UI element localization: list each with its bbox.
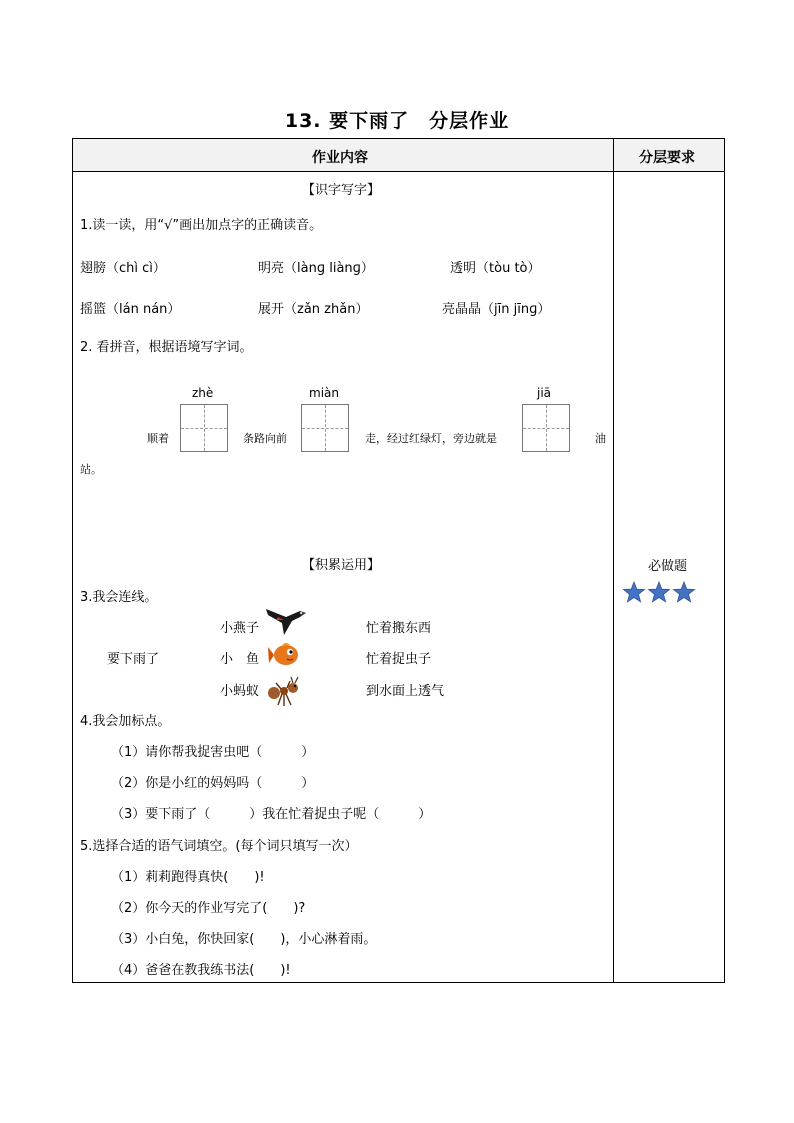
- table-column-divider: [613, 138, 614, 983]
- q5-item: （1）莉莉跑得真快( )!: [111, 870, 265, 885]
- q2-text: 油: [595, 432, 606, 445]
- writing-grid[interactable]: [522, 404, 570, 452]
- q1-item: [258, 257, 374, 276]
- q1-item: [80, 298, 180, 317]
- q1-word: 亮晶晶: [442, 302, 482, 317]
- q2-text: 条路向前: [243, 432, 287, 445]
- q1-item: [442, 298, 550, 317]
- q3-prompt: 3.我会连线。: [80, 590, 158, 605]
- q2-prompt: 2. 看拼音，根据语境写字词。: [80, 340, 253, 355]
- q3-action: 到水面上透气: [366, 684, 445, 699]
- q1-item: [450, 257, 541, 276]
- q2-text: 顺着: [147, 432, 169, 445]
- difficulty-stars: [622, 580, 696, 606]
- q2-text: 站。: [80, 463, 102, 476]
- q3-animal: 小燕子: [220, 621, 260, 636]
- section-literacy: 【识字写字】: [302, 183, 381, 198]
- q5-item: （3）小白兔，你快回家( )，小心淋着雨。: [111, 932, 377, 947]
- star-icon: [624, 582, 645, 602]
- header-requirement: 分层要求: [639, 150, 695, 166]
- q3-action: 忙着捉虫子: [366, 652, 432, 667]
- q1-options: （tòu tò）: [476, 261, 541, 276]
- q1-word: 翅膀: [80, 261, 107, 276]
- q1-word: 明亮: [258, 261, 285, 276]
- q4-item: （2）你是小红的妈妈吗（ ）: [111, 776, 315, 791]
- homework-table: [72, 138, 725, 983]
- swallow-icon: [264, 603, 308, 637]
- table-header-divider: [72, 171, 725, 172]
- star-icon: [649, 582, 670, 602]
- q1-word: 透明: [450, 261, 477, 276]
- q4-prompt: 4.我会加标点。: [80, 714, 171, 729]
- q2-pinyin: zhè: [192, 386, 214, 400]
- q1-item: [258, 298, 368, 317]
- table-border-bottom: [72, 982, 725, 983]
- q1-word: 展开: [258, 302, 285, 317]
- writing-grid[interactable]: [180, 404, 228, 452]
- q1-options: （zǎn zhǎn）: [284, 302, 369, 317]
- q4-item: （1）请你帮我捉害虫吧（ ）: [111, 745, 315, 760]
- table-border-top: [72, 138, 725, 139]
- ant-icon: [266, 675, 302, 709]
- q1-prompt: 1.读一读，用“√”画出加点字的正确读音。: [80, 218, 323, 233]
- fish-icon: [268, 641, 302, 669]
- q5-prompt: 5.选择合适的语气词填空。(每个词只填写一次）: [80, 839, 358, 854]
- q3-animal: 小蚂蚁: [220, 684, 260, 699]
- star-icon: [674, 582, 695, 602]
- q1-word: 摇篮: [80, 302, 107, 317]
- table-header-background: [73, 139, 724, 171]
- q1-options: （chì cì）: [106, 261, 166, 276]
- requirement-label: 必做题: [648, 559, 688, 574]
- q1-item: [80, 257, 166, 276]
- q3-animal: 小 鱼: [220, 652, 260, 667]
- q2-pinyin: jiā: [537, 386, 552, 400]
- q1-options: （lán nán）: [106, 302, 181, 317]
- page-title: 13. 要下雨了 分层作业: [284, 110, 510, 132]
- table-border-right: [724, 138, 725, 983]
- q2-text: 走，经过红绿灯，旁边就是: [365, 432, 497, 445]
- q1-options: （lànɡ liànɡ）: [284, 261, 374, 276]
- table-border-left: [72, 138, 73, 983]
- q5-item: （4）爸爸在教我练书法( )!: [111, 963, 291, 978]
- q2-pinyin: miàn: [309, 386, 339, 400]
- section-accumulate: 【积累运用】: [302, 558, 381, 573]
- writing-grid[interactable]: [301, 404, 349, 452]
- q3-left: 要下雨了: [107, 652, 160, 667]
- q4-item: （3）要下雨了（ ）我在忙着捉虫子呢（ ）: [111, 807, 432, 822]
- q1-options: （jīn jīnɡ）: [481, 302, 551, 317]
- q3-action: 忙着搬东西: [366, 621, 432, 636]
- header-content: 作业内容: [312, 150, 368, 166]
- q5-item: （2）你今天的作业写完了( )?: [111, 901, 306, 916]
